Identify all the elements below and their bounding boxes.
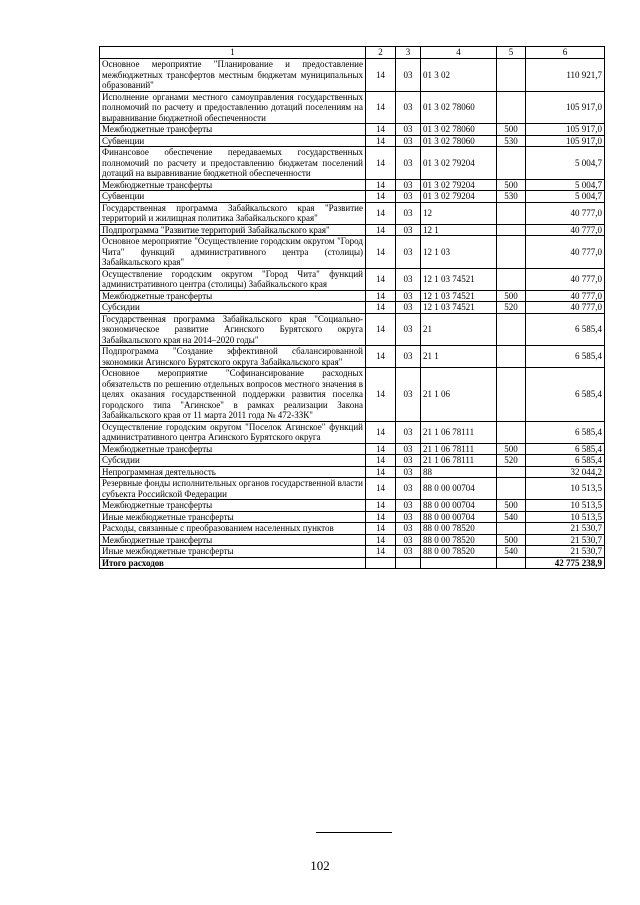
row-target-article-cell: 12 1 03 74521 xyxy=(421,302,497,314)
row-target-article-cell: 21 1 06 78111 xyxy=(421,421,497,443)
row-subsection-cell: 03 xyxy=(396,511,421,523)
row-amount-cell: 40 777,0 xyxy=(526,290,605,302)
row-name-cell: Непрограммная деятельность xyxy=(100,466,366,478)
row-section-cell: 14 xyxy=(366,268,396,290)
row-expense-type-cell xyxy=(497,59,526,92)
row-target-article-cell: 12 1 03 xyxy=(421,236,497,269)
row-amount-cell: 32 044,2 xyxy=(526,466,605,478)
row-name-cell: Межбюджетные трансферты xyxy=(100,534,366,546)
budget-table xyxy=(99,46,605,569)
table-row xyxy=(100,534,605,546)
table-row xyxy=(100,268,605,290)
row-subsection-cell: 03 xyxy=(396,59,421,92)
row-name-cell: Основное мероприятие "Софинансирование расходных обязательств по решению отдельных вопросов местного значения в целях оказания государственной поддержки развития поселка городского типа "Агинское" в рамках реализации Закона Забайкальского края от 11 марта 2011 года № 472-ЗЗК" xyxy=(100,368,366,422)
row-name-cell: Межбюджетные трансферты xyxy=(100,443,366,455)
row-subsection-cell: 03 xyxy=(396,443,421,455)
row-subsection-cell: 03 xyxy=(396,124,421,136)
row-subsection-cell: 03 xyxy=(396,290,421,302)
row-name-cell: Основное мероприятие "Осуществление городским округом "Город Чита" функций административного центра (столицы) Забайкальского края" xyxy=(100,236,366,269)
row-section-cell: 14 xyxy=(366,534,396,546)
row-name-cell: Резервные фонды исполнительных органов государственной власти субъекта Российской Федерации xyxy=(100,478,366,500)
row-name-cell: Межбюджетные трансферты xyxy=(100,500,366,512)
row-section-cell: 14 xyxy=(366,302,396,314)
row-amount-cell: 40 777,0 xyxy=(526,268,605,290)
table-row xyxy=(100,124,605,136)
row-name-cell: Исполнение органами местного самоуправления государственных полномочий по расчету и предоставлению дотаций поселениям на выравнивание бюджетной обеспеченности xyxy=(100,91,366,124)
row-expense-type-cell: 540 xyxy=(497,511,526,523)
header-cell-4: 4 xyxy=(421,47,497,59)
total-label: Итого расходов xyxy=(100,557,366,569)
row-subsection-cell: 03 xyxy=(396,421,421,443)
row-target-article-cell: 21 1 06 xyxy=(421,368,497,422)
row-target-article-cell: 21 xyxy=(421,313,497,346)
row-section-cell: 14 xyxy=(366,421,396,443)
row-expense-type-cell xyxy=(497,224,526,236)
row-section-cell: 14 xyxy=(366,135,396,147)
table-row xyxy=(100,191,605,203)
table-row xyxy=(100,202,605,224)
row-name-cell: Субсидии xyxy=(100,302,366,314)
row-name-cell: Государственная программа Забайкальского края "Развитие территорий и жилищная политика Забайкальского края" xyxy=(100,202,366,224)
row-target-article-cell: 01 3 02 79204 xyxy=(421,191,497,203)
header-cell-1: 1 xyxy=(100,47,366,59)
row-name-cell: Осуществление городским округом "Поселок Агинское" функций административного центра Агинского Бурятского округа xyxy=(100,421,366,443)
row-amount-cell: 6 585,4 xyxy=(526,368,605,422)
row-name-cell: Государственная программа Забайкальского края "Социально-экономическое развитие Агинского Бурятского округа Забайкальского края на 2014–2020 годы" xyxy=(100,313,366,346)
row-amount-cell: 6 585,4 xyxy=(526,455,605,467)
row-section-cell: 14 xyxy=(366,546,396,558)
header-cell-5: 5 xyxy=(497,47,526,59)
row-subsection-cell: 03 xyxy=(396,91,421,124)
total-empty-cell xyxy=(396,557,421,569)
row-amount-cell: 6 585,4 xyxy=(526,313,605,346)
row-target-article-cell: 88 0 00 78520 xyxy=(421,534,497,546)
row-expense-type-cell: 520 xyxy=(497,302,526,314)
header-cell-3: 3 xyxy=(396,47,421,59)
row-section-cell: 14 xyxy=(366,313,396,346)
row-amount-cell: 6 585,4 xyxy=(526,421,605,443)
header-cell-2: 2 xyxy=(366,47,396,59)
table-row xyxy=(100,455,605,467)
row-amount-cell: 10 513,5 xyxy=(526,478,605,500)
row-name-cell: Межбюджетные трансферты xyxy=(100,124,366,136)
row-name-cell: Межбюджетные трансферты xyxy=(100,179,366,191)
row-section-cell: 14 xyxy=(366,236,396,269)
row-amount-cell: 6 585,4 xyxy=(526,346,605,368)
row-expense-type-cell xyxy=(497,478,526,500)
row-subsection-cell: 03 xyxy=(396,368,421,422)
row-target-article-cell: 88 0 00 00704 xyxy=(421,500,497,512)
row-amount-cell: 105 917,0 xyxy=(526,135,605,147)
row-expense-type-cell: 520 xyxy=(497,455,526,467)
row-subsection-cell: 03 xyxy=(396,546,421,558)
row-subsection-cell: 03 xyxy=(396,534,421,546)
table-row xyxy=(100,302,605,314)
row-name-cell: Межбюджетные трансферты xyxy=(100,290,366,302)
row-section-cell: 14 xyxy=(366,59,396,92)
row-section-cell: 14 xyxy=(366,179,396,191)
row-section-cell: 14 xyxy=(366,523,396,535)
row-expense-type-cell xyxy=(497,91,526,124)
row-expense-type-cell: 530 xyxy=(497,191,526,203)
row-amount-cell: 10 513,5 xyxy=(526,500,605,512)
row-expense-type-cell xyxy=(497,313,526,346)
row-section-cell: 14 xyxy=(366,443,396,455)
row-name-cell: Подпрограмма "Развитие территорий Забайкальского края" xyxy=(100,224,366,236)
row-subsection-cell: 03 xyxy=(396,236,421,269)
table-row xyxy=(100,179,605,191)
total-value: 42 775 238,9 xyxy=(526,557,605,569)
row-target-article-cell: 01 3 02 78060 xyxy=(421,135,497,147)
row-section-cell: 14 xyxy=(366,346,396,368)
row-expense-type-cell xyxy=(497,421,526,443)
row-name-cell: Субсидии xyxy=(100,455,366,467)
row-expense-type-cell: 500 xyxy=(497,534,526,546)
row-section-cell: 14 xyxy=(366,466,396,478)
row-expense-type-cell xyxy=(497,202,526,224)
row-expense-type-cell: 500 xyxy=(497,124,526,136)
row-target-article-cell: 88 0 00 00704 xyxy=(421,478,497,500)
row-subsection-cell: 03 xyxy=(396,346,421,368)
row-amount-cell: 110 921,7 xyxy=(526,59,605,92)
table-row xyxy=(100,236,605,269)
row-amount-cell: 21 530,7 xyxy=(526,546,605,558)
row-amount-cell: 5 004,7 xyxy=(526,179,605,191)
budget-table-container xyxy=(99,46,604,569)
row-amount-cell: 5 004,7 xyxy=(526,147,605,180)
row-section-cell: 14 xyxy=(366,290,396,302)
row-amount-cell: 10 513,5 xyxy=(526,511,605,523)
table-row xyxy=(100,135,605,147)
row-target-article-cell: 88 0 00 00704 xyxy=(421,511,497,523)
table-row xyxy=(100,368,605,422)
header-cell-6: 6 xyxy=(526,47,605,59)
row-amount-cell: 6 585,4 xyxy=(526,443,605,455)
row-target-article-cell: 01 3 02 78060 xyxy=(421,91,497,124)
row-expense-type-cell: 540 xyxy=(497,546,526,558)
row-subsection-cell: 03 xyxy=(396,147,421,180)
row-section-cell: 14 xyxy=(366,368,396,422)
row-name-cell: Осуществление городским округом "Город Чита" функций административного центра (столицы) Забайкальского края xyxy=(100,268,366,290)
table-row xyxy=(100,290,605,302)
row-section-cell: 14 xyxy=(366,124,396,136)
row-target-article-cell: 88 0 00 78520 xyxy=(421,523,497,535)
total-empty-cell xyxy=(421,557,497,569)
row-subsection-cell: 03 xyxy=(396,191,421,203)
row-name-cell: Подпрограмма "Создание эффективной сбалансированной экономики Агинского Бурятского округа Забайкальского края" xyxy=(100,346,366,368)
row-name-cell: Иные межбюджетные трансферты xyxy=(100,511,366,523)
row-section-cell: 14 xyxy=(366,91,396,124)
row-section-cell: 14 xyxy=(366,191,396,203)
row-expense-type-cell xyxy=(497,523,526,535)
row-target-article-cell: 21 1 xyxy=(421,346,497,368)
row-expense-type-cell xyxy=(497,147,526,180)
table-body xyxy=(100,59,605,558)
row-section-cell: 14 xyxy=(366,147,396,180)
row-target-article-cell: 21 1 06 78111 xyxy=(421,443,497,455)
table-row xyxy=(100,147,605,180)
row-name-cell: Расходы, связанные с преобразованием населенных пунктов xyxy=(100,523,366,535)
row-expense-type-cell: 500 xyxy=(497,290,526,302)
row-subsection-cell: 03 xyxy=(396,523,421,535)
row-target-article-cell: 88 xyxy=(421,466,497,478)
table-row xyxy=(100,523,605,535)
row-expense-type-cell: 530 xyxy=(497,135,526,147)
row-amount-cell: 21 530,7 xyxy=(526,523,605,535)
row-expense-type-cell xyxy=(497,268,526,290)
row-target-article-cell: 21 1 06 78111 xyxy=(421,455,497,467)
row-section-cell: 14 xyxy=(366,224,396,236)
row-amount-cell: 40 777,0 xyxy=(526,236,605,269)
total-row xyxy=(100,557,605,569)
table-row xyxy=(100,59,605,92)
row-amount-cell: 105 917,0 xyxy=(526,124,605,136)
page-number: 102 xyxy=(310,858,330,873)
row-expense-type-cell xyxy=(497,368,526,422)
table-row xyxy=(100,466,605,478)
row-target-article-cell: 12 xyxy=(421,202,497,224)
table-row xyxy=(100,421,605,443)
row-section-cell: 14 xyxy=(366,455,396,467)
row-expense-type-cell: 500 xyxy=(497,500,526,512)
row-section-cell: 14 xyxy=(366,511,396,523)
table-row xyxy=(100,346,605,368)
row-subsection-cell: 03 xyxy=(396,224,421,236)
row-subsection-cell: 03 xyxy=(396,202,421,224)
table-row xyxy=(100,443,605,455)
row-subsection-cell: 03 xyxy=(396,455,421,467)
total-empty-cell xyxy=(366,557,396,569)
footer-divider xyxy=(316,832,392,833)
row-amount-cell: 40 777,0 xyxy=(526,302,605,314)
row-name-cell: Субвенции xyxy=(100,191,366,203)
row-subsection-cell: 03 xyxy=(396,179,421,191)
row-target-article-cell: 88 0 00 78520 xyxy=(421,546,497,558)
row-name-cell: Субвенции xyxy=(100,135,366,147)
row-target-article-cell: 01 3 02 78060 xyxy=(421,124,497,136)
header-row xyxy=(100,47,605,59)
row-name-cell: Основное мероприятие "Планирование и предоставление межбюджетных трансфертов местным бюджетам муниципальных образований" xyxy=(100,59,366,92)
row-target-article-cell: 01 3 02 xyxy=(421,59,497,92)
row-name-cell: Иные межбюджетные трансферты xyxy=(100,546,366,558)
row-expense-type-cell xyxy=(497,466,526,478)
table-row xyxy=(100,511,605,523)
table-row xyxy=(100,91,605,124)
row-expense-type-cell xyxy=(497,236,526,269)
row-subsection-cell: 03 xyxy=(396,466,421,478)
row-target-article-cell: 01 3 02 79204 xyxy=(421,179,497,191)
row-subsection-cell: 03 xyxy=(396,268,421,290)
row-subsection-cell: 03 xyxy=(396,302,421,314)
row-target-article-cell: 12 1 03 74521 xyxy=(421,268,497,290)
table-row xyxy=(100,224,605,236)
row-section-cell: 14 xyxy=(366,500,396,512)
row-target-article-cell: 01 3 02 79204 xyxy=(421,147,497,180)
row-section-cell: 14 xyxy=(366,202,396,224)
row-section-cell: 14 xyxy=(366,478,396,500)
row-target-article-cell: 12 1 xyxy=(421,224,497,236)
table-row xyxy=(100,500,605,512)
row-subsection-cell: 03 xyxy=(396,500,421,512)
row-amount-cell: 5 004,7 xyxy=(526,191,605,203)
row-expense-type-cell: 500 xyxy=(497,443,526,455)
row-target-article-cell: 12 1 03 74521 xyxy=(421,290,497,302)
row-amount-cell: 40 777,0 xyxy=(526,224,605,236)
table-row xyxy=(100,546,605,558)
table-row xyxy=(100,478,605,500)
row-expense-type-cell xyxy=(497,346,526,368)
row-expense-type-cell: 500 xyxy=(497,179,526,191)
row-subsection-cell: 03 xyxy=(396,313,421,346)
row-amount-cell: 105 917,0 xyxy=(526,91,605,124)
row-name-cell: Финансовое обеспечение передаваемых государственных полномочий по расчету и предоставлению бюджетам поселений дотаций на выравнивание бюджетной обеспеченности xyxy=(100,147,366,180)
row-subsection-cell: 03 xyxy=(396,478,421,500)
table-row xyxy=(100,313,605,346)
row-subsection-cell: 03 xyxy=(396,135,421,147)
row-amount-cell: 40 777,0 xyxy=(526,202,605,224)
total-empty-cell xyxy=(497,557,526,569)
row-amount-cell: 21 530,7 xyxy=(526,534,605,546)
